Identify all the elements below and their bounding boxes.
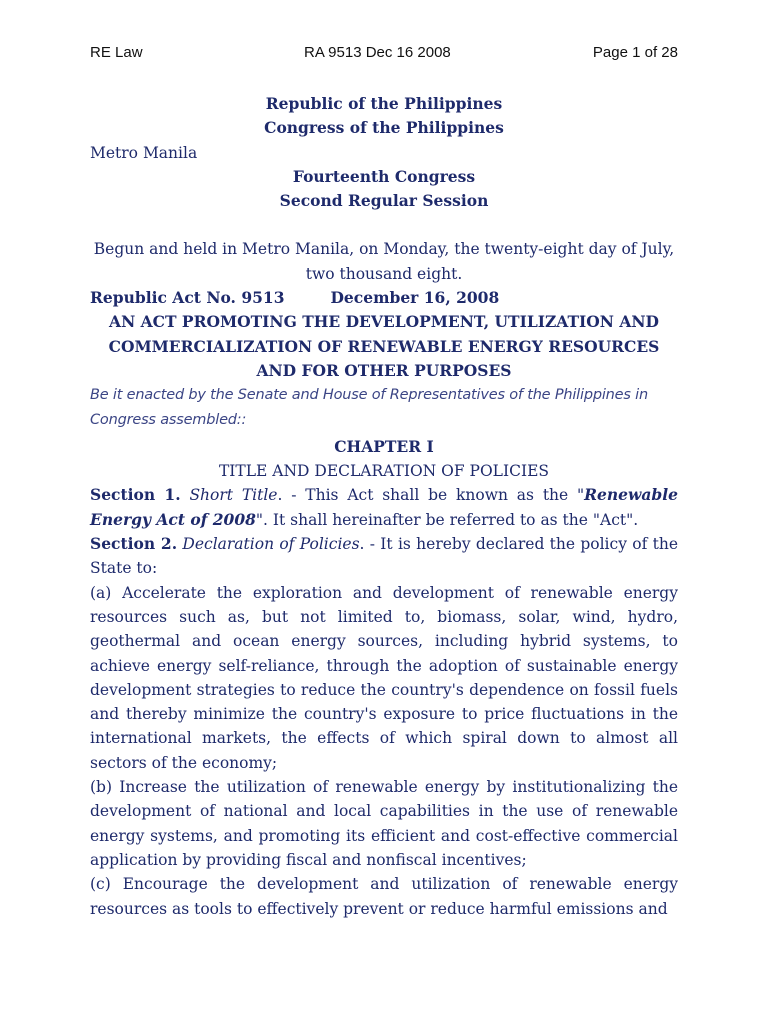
chapter-title: TITLE AND DECLARATION OF POLICIES — [218, 462, 550, 481]
section-1-text-b: ". It shall hereinafter be referred to as the "Act". — [255, 510, 639, 529]
act-date: December 16, 2008 — [330, 288, 500, 308]
section-2-text: . - It is hereby declared the policy of the State to: — [90, 535, 679, 578]
act-short-name: Renewable Energy Act of 2008 — [90, 485, 678, 529]
section-1-text-a: . - This Act shall be known as the " — [277, 486, 585, 505]
act-title: AN ACT PROMOTING THE DEVELOPMENT, UTILIZATION AND COMMERCIALIZATION OF RENEWABLE ENERGY RESOURCES AND FOR OTHER PURPOSES — [108, 312, 660, 380]
republic-heading: Republic of the Philippines — [265, 94, 503, 113]
act-number-line — [90, 286, 678, 310]
congress-number: Fourteenth Congress — [292, 166, 476, 186]
section-2 — [90, 532, 678, 581]
section-2-heading: Declaration of Policies — [182, 535, 360, 554]
running-header — [90, 44, 678, 66]
header-left: RE Law — [90, 44, 143, 61]
section-1 — [90, 483, 678, 532]
begun-line: Begun and held in Metro Manila, on Monday, the twenty-eight day of July, two thousand eight. — [93, 240, 675, 283]
enacting-clause: Be it enacted by the Senate and House of Representatives of the Philippines in Congress assembled:: — [90, 387, 648, 428]
page-number: Page 1 of 28 — [592, 44, 678, 61]
section-1-label: Section 1. — [90, 485, 181, 505]
session-line: Second Regular Session — [279, 191, 489, 211]
location-line: Metro Manila — [90, 143, 198, 162]
section-1-heading: Short Title — [189, 486, 278, 505]
congress-heading: Congress of the Philippines — [264, 118, 504, 138]
chapter-heading: CHAPTER I — [334, 436, 434, 456]
act-number: Republic Act No. 9513 — [90, 288, 285, 308]
section-2-label: Section 2. — [90, 534, 178, 554]
paragraph-b: (b) Increase the utilization of renewable energy by institutionalizing the development of national and local capabilities in the use of renewable energy systems, and promoting its efficient and cost-effective commercial application by providing fiscal and nonfiscal incentives; — [90, 778, 678, 869]
document-body — [90, 92, 678, 921]
paragraph-a: (a) Accelerate the exploration and development of renewable energy resources such as, but not limited to, biomass, solar, wind, hydro, geothermal and ocean energy sources, including hybrid systems, to achieve energy self-reliance, through the adoption of sustainable energy development strategies to reduce the country's dependence on fossil fuels and thereby minimize the country's exposure to price fluctuations in the international markets, the effects of which spiral down to almost all sectors of the economy; — [90, 583, 678, 772]
paragraph-c: (c) Encourage the development and utilization of renewable energy resources as tools to effectively prevent or reduce harmful emissions and — [90, 875, 678, 918]
header-center: RA 9513 Dec 16 2008 — [304, 44, 451, 61]
